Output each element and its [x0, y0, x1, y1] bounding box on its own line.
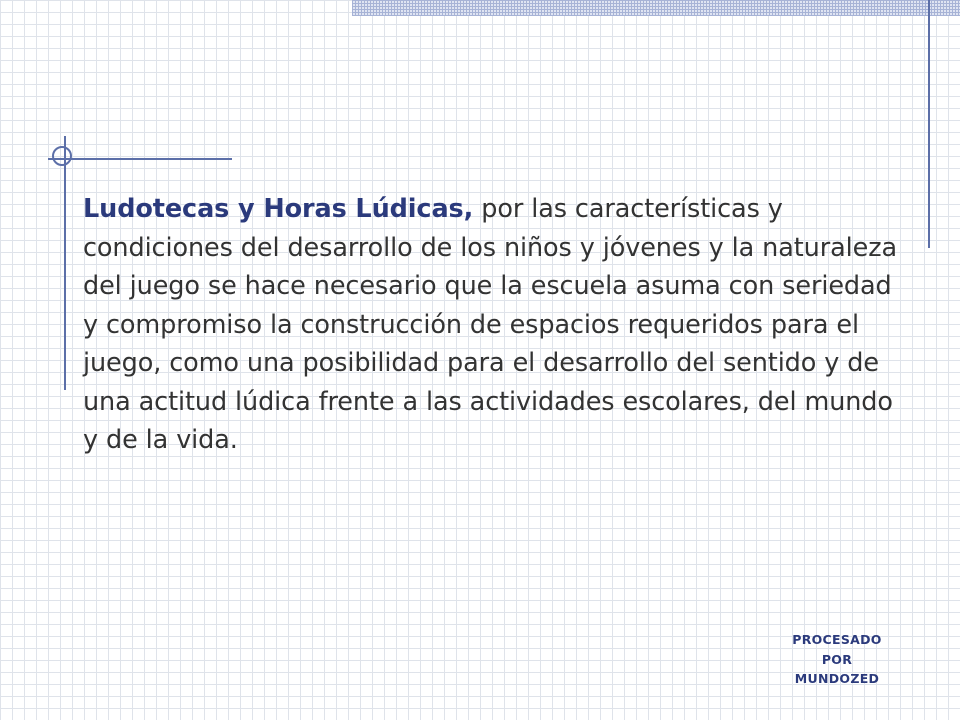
footer-credit-line-1: PROCESADO — [792, 632, 882, 647]
corner-circle-ornament — [52, 146, 72, 166]
right-vertical-rule — [928, 0, 930, 248]
slide-body-text — [83, 190, 913, 460]
footer-credit-line-3: MUNDOZED — [794, 671, 880, 686]
corner-horizontal-rule — [48, 158, 232, 160]
footer-credit — [772, 630, 902, 689]
slide-body-sentence: por las características y condiciones del desarrollo de los niños y jóvenes y la naturaleza del juego se hace necesario que la escuela asuma con seriedad y compromiso la construcción de espacios requeridos para el juego, como una posibilidad para el desarrollo del sentido y de una actitud lúdica frente a las actividades escolares, del mundo y de la vida. — [83, 194, 898, 455]
corner-vertical-rule — [64, 136, 66, 390]
footer-credit-line-2: POR — [821, 651, 853, 667]
top-dotted-band — [352, 0, 960, 16]
slide-highlight-term: Ludotecas y Horas Lúdicas, — [83, 194, 474, 224]
